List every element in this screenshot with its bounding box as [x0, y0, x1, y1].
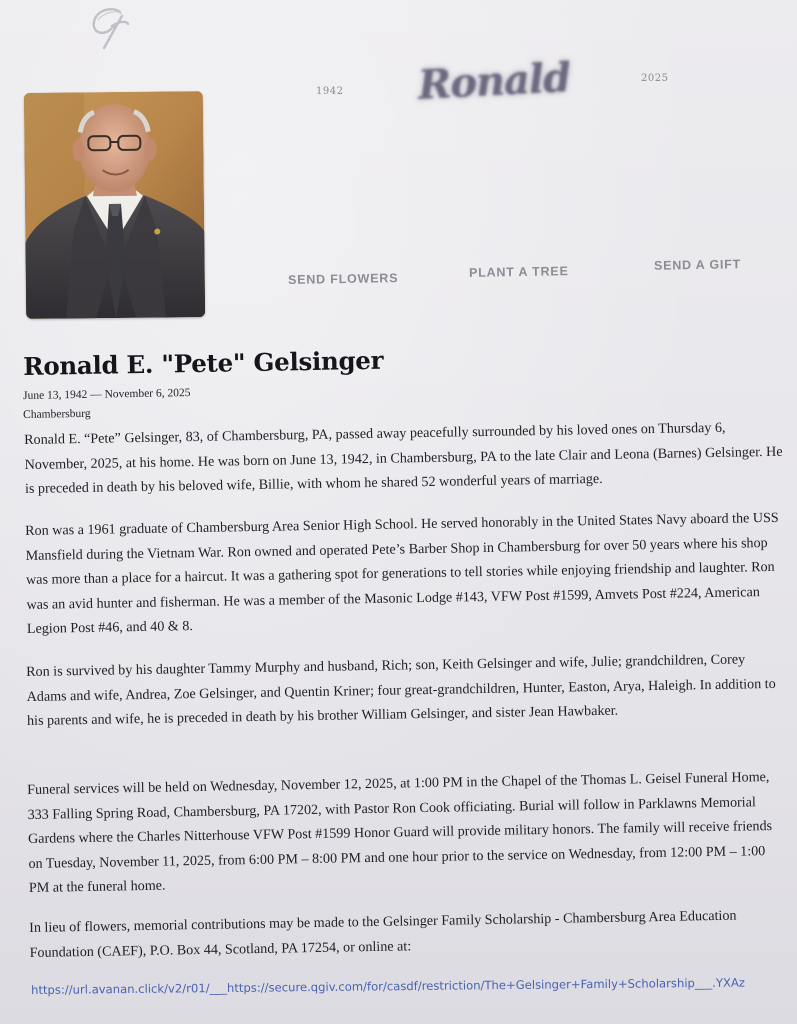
obituary-paragraph: Ron was a 1961 graduate of Chambersburg Area Senior High School. He served honorably in the United States Navy aboard the USS Mansfield during the Vietnam War. Ron owned and operated Pete’s Barber Shop in Chambersburg for over 50 years where his shop was more than a place for a haircut. It was a gathering spot for generations to tell stories while enjoying friendship and laughter. Ron was an avid hunter and fisherman. He was a member of the Masonic Lodge #143, VFW Post #1599, Amvets Post #224, American Legion Post #46, and 40 & 8.	[25, 509, 779, 637]
location: Chambersburg	[23, 407, 91, 421]
birth-year: 1942	[316, 86, 344, 97]
plant-a-tree-link[interactable]: PLANT A TREE	[468, 264, 569, 280]
life-dates: June 13, 1942 — November 6, 2025	[23, 387, 191, 402]
send-a-gift-link[interactable]: SEND A GIFT	[653, 257, 742, 273]
decedent-name: Ronald E. "Pete" Gelsinger	[23, 345, 384, 381]
death-year: 2025	[641, 73, 669, 84]
send-flowers-link[interactable]: SEND FLOWERS	[287, 271, 399, 287]
obituary-paragraph: In lieu of flowers, memorial contributions may be made to the Gelsinger Family Scholarship - Chambersburg Area Education Foundation (CAEF), P.O. Box 44, Scotland, PA 17254, or online at:	[29, 907, 737, 961]
obituary-paragraph: Funeral services will be held on Wednesday, November 12, 2025, at 1:00 PM in the Chapel of the Thomas L. Geisel Funeral Home, 333 Falling Spring Road, Chambersburg, PA 17202, with Pastor Ron Cook officiating. Burial will follow in Parklawns Memorial Gardens where the Charles Nitterhouse VFW Post #1599 Honor Guard will provide military honors. The family will receive friends on Tuesday, November 11, 2025, from 6:00 PM – 8:00 PM and one hour prior to the service on Wednesday, from 12:00 PM – 1:00 PM at the funeral home.	[27, 769, 773, 896]
scholarship-donation-link[interactable]: https://url.avanan.click/v2/r01/___https://secure.qgiv.com/for/casdf/restriction/The+Gelsinger+Family+Scholarship___.YXAz	[31, 975, 746, 997]
portrait-photo	[24, 91, 205, 319]
logo-icon	[82, 2, 142, 52]
script-first-name: Ronald	[416, 54, 572, 109]
obituary-paragraph: Ronald E. “Pete” Gelsinger, 83, of Chambersburg, PA, passed away peacefully surrounded by his loved ones on Thursday 6, November, 2025, at his home. He was born on June 13, 1942, in Chambersburg, PA to the late Clair and Leona (Barnes) Gelsinger. He is preceded in death by his beloved wife, Billie, with whom he shared 52 wonderful years of marriage.	[24, 419, 783, 497]
obituary-paragraph: Ron is survived by his daughter Tammy Murphy and husband, Rich; son, Keith Gelsinger and wife, Julie; grandchildren, Corey Adams and wife, Andrea, Zoe Gelsinger, and Quentin Kriner; four great-grandchildren, Hunter, Easton, Arya, Haleigh. In addition to his parents and wife, he is preceded in death by his brother William Gelsinger, and sister Jean Hawbaker.	[26, 651, 776, 729]
